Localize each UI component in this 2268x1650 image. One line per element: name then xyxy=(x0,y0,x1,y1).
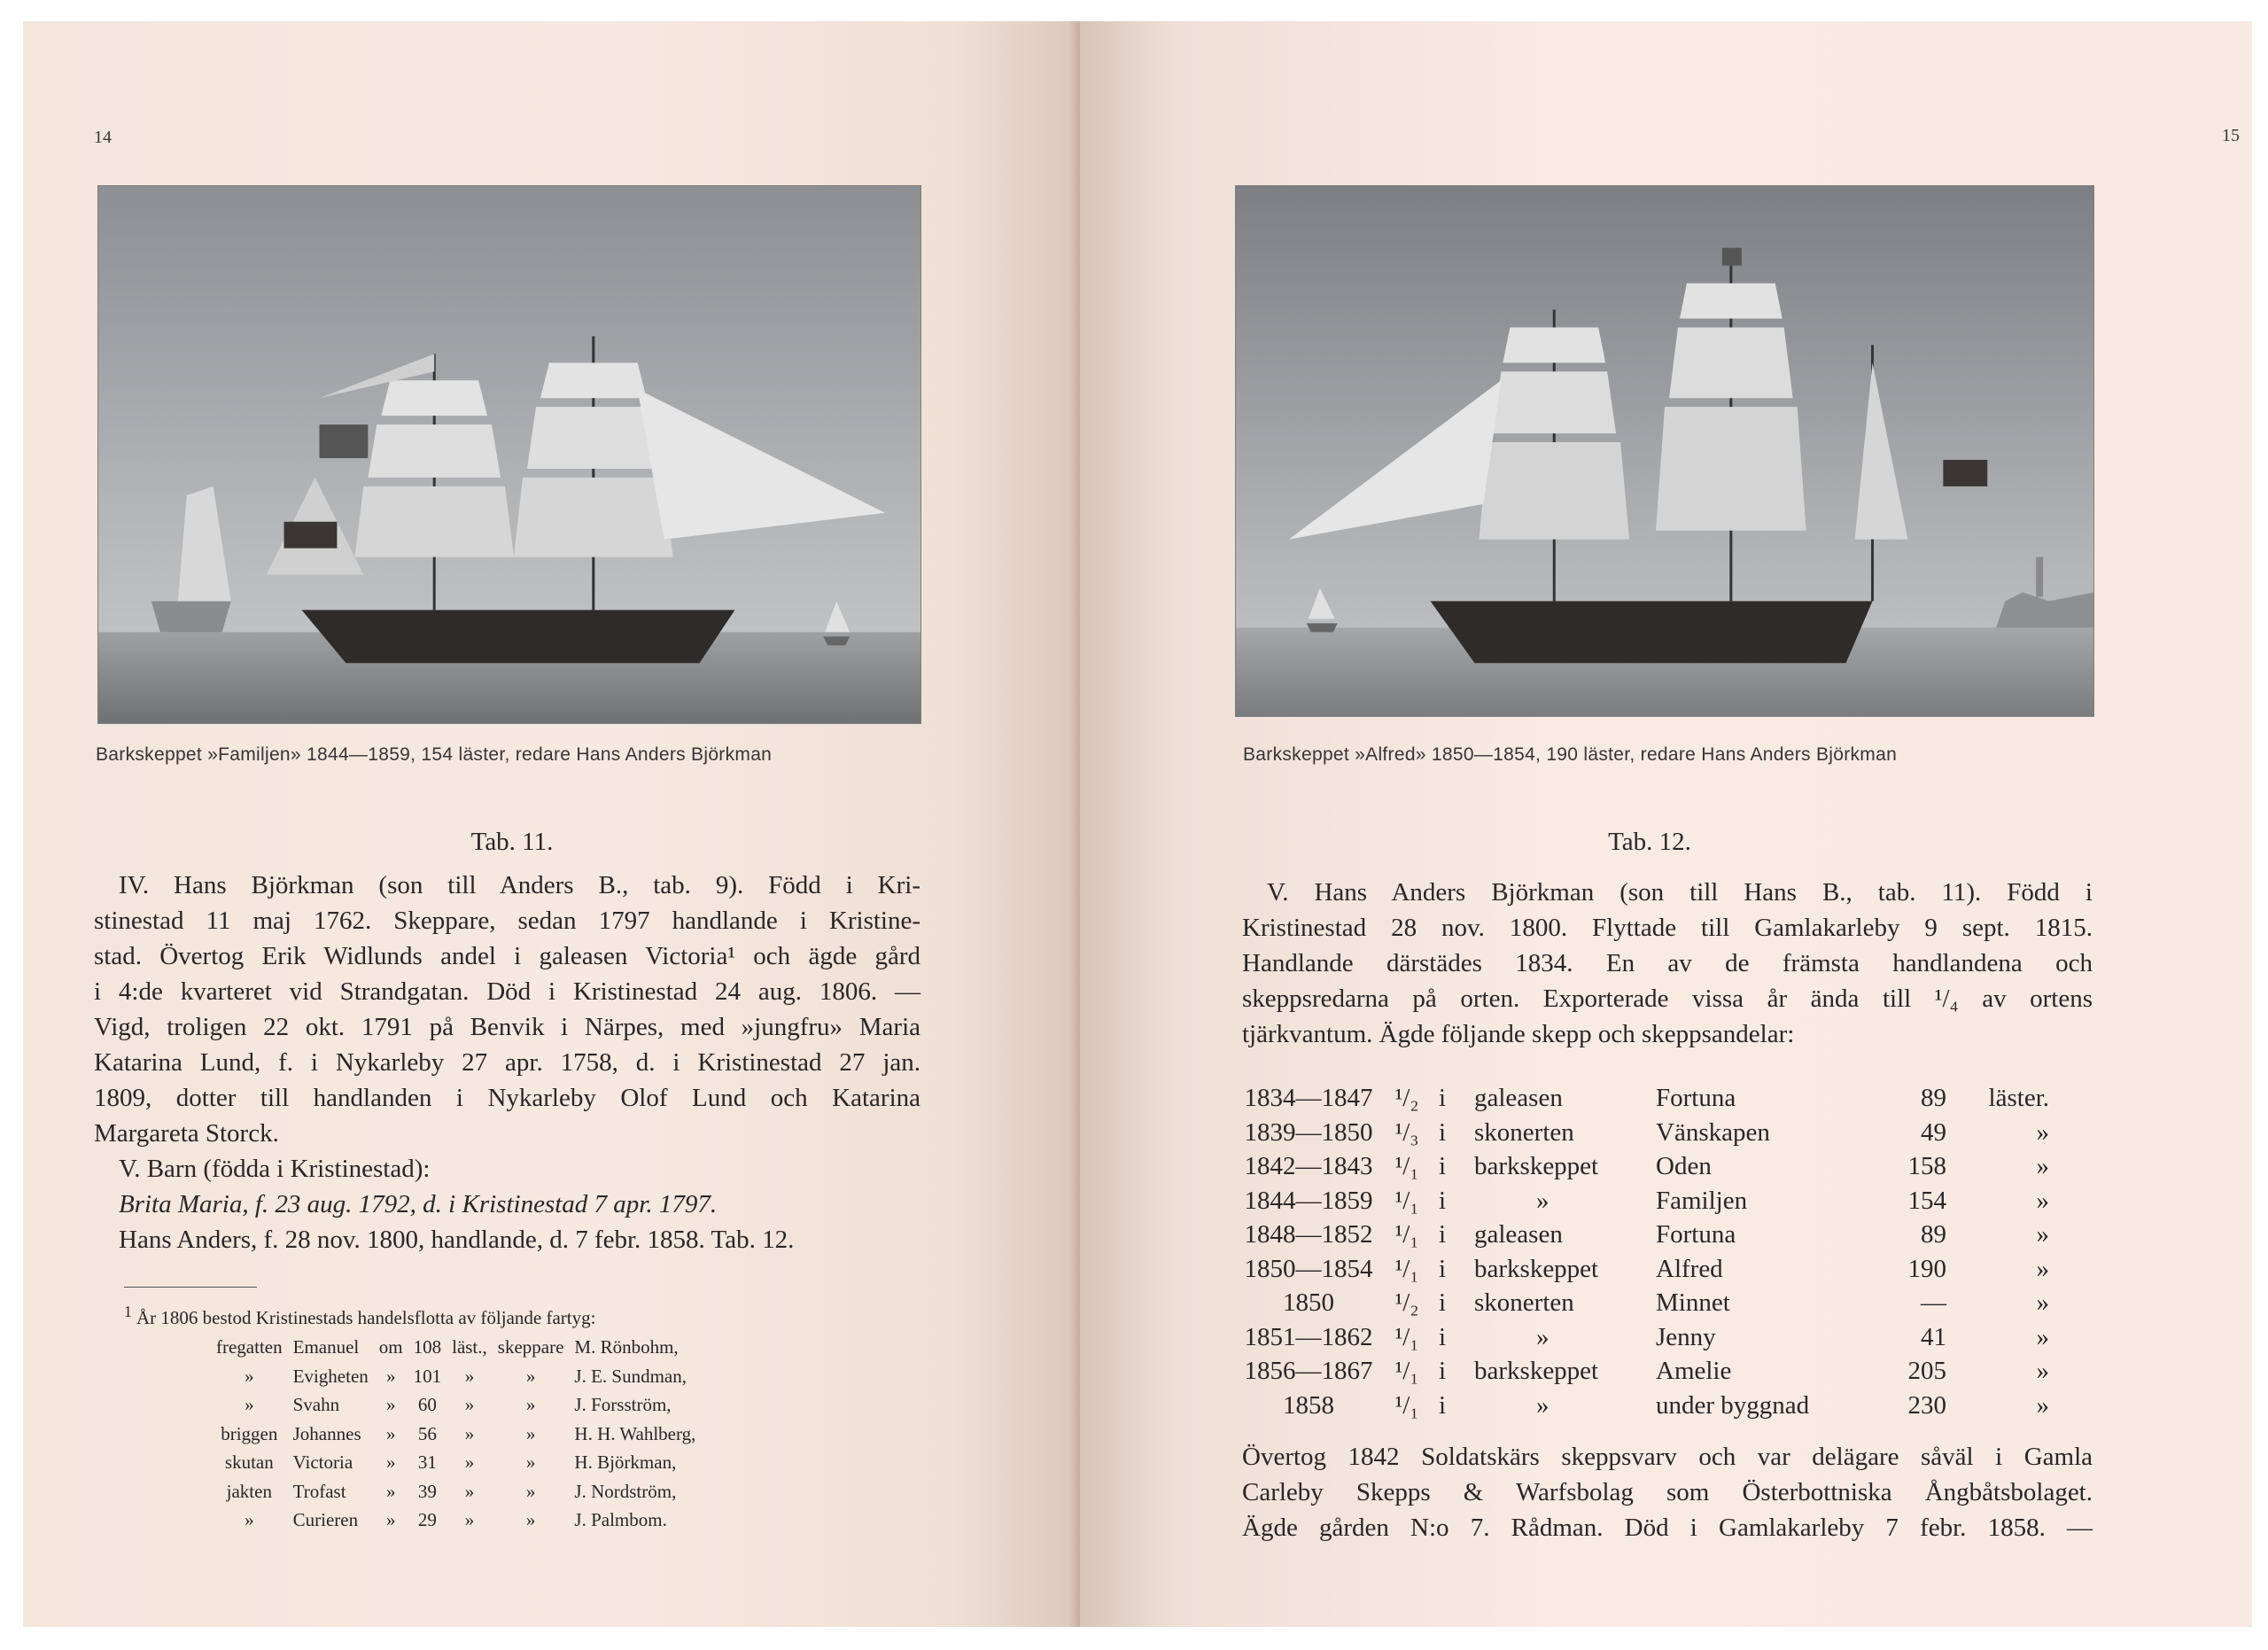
ship-cell-i: i xyxy=(1439,1186,1447,1215)
fleet-cell: om xyxy=(378,1336,403,1358)
fleet-cell: » xyxy=(245,1365,254,1387)
fleet-cell: Trofast xyxy=(292,1480,346,1502)
fleet-cell: M. Rönbohm, xyxy=(574,1336,679,1358)
ship-cell-kind: » xyxy=(1536,1322,1550,1351)
ship-cell-name: Jenny xyxy=(1656,1322,1716,1351)
ship-cell-name: Familjen xyxy=(1656,1186,1748,1215)
fleet-cell: 39 xyxy=(417,1480,437,1502)
ship-cell-name: Alfred xyxy=(1656,1254,1723,1283)
body-line: Brita Maria, f. 23 aug. 1792, d. i Kristinestad 7 apr. 1797. xyxy=(119,1190,718,1218)
ship-cell-kind: skonerten xyxy=(1474,1117,1574,1147)
fleet-cell: » xyxy=(245,1394,254,1415)
ship-cell-period: 1850 xyxy=(1283,1288,1334,1317)
ship-row xyxy=(1242,1116,2049,1150)
fleet-cell: läst., xyxy=(452,1336,487,1358)
ship-cell-frac: ¹/₃ xyxy=(1394,1117,1419,1147)
fleet-cell: J. Palmbom. xyxy=(574,1509,667,1530)
closing-line: Övertog 1842 Soldatskärs skeppsvarv och var delägare såväl i Gamla xyxy=(1242,1443,2093,1471)
fleet-cell: skutan xyxy=(224,1452,274,1473)
fleet-cell: H. H. Wahlberg, xyxy=(574,1422,696,1444)
fleet-cell: 56 xyxy=(417,1422,437,1444)
body-line: Kristinestad 28 nov. 1800. Flyttade till Gamlakarleby 9 sept. 1815. xyxy=(1242,914,2093,942)
ship-cell-num: 230 xyxy=(1907,1390,1946,1420)
ship-cell-kind: » xyxy=(1536,1390,1550,1420)
ship-row xyxy=(1242,1149,2049,1184)
body-line: V. Hans Anders Björkman (son till Hans B., tab. 11). Född i xyxy=(1267,878,2093,907)
ship-cell-unit: » xyxy=(2036,1220,2049,1249)
ship-cell-frac: ¹/₁ xyxy=(1394,1254,1419,1283)
fleet-cell: Curieren xyxy=(292,1509,359,1530)
ship-cell-period: 1851—1862 xyxy=(1244,1322,1373,1351)
fleet-cell: » xyxy=(525,1480,536,1502)
fleet-cell: Evigheten xyxy=(292,1365,369,1387)
ship-cell-name: Oden xyxy=(1656,1152,1712,1180)
ship-cell-period: 1839—1850 xyxy=(1244,1117,1373,1147)
ship-cell-kind: skonerten xyxy=(1474,1288,1574,1317)
ship-cell-i: i xyxy=(1439,1152,1447,1180)
body-line: Katarina Lund, f. i Nykarleby 27 apr. 1758, d. i Kristinestad 27 jan. xyxy=(94,1048,920,1077)
ship-cell-num: — xyxy=(1921,1288,1946,1317)
fleet-cell: » xyxy=(385,1394,396,1415)
fleet-cell: » xyxy=(464,1422,475,1444)
fleet-cell: » xyxy=(525,1394,536,1415)
ship-cell-frac: ¹/₂ xyxy=(1394,1288,1419,1317)
tab-heading: Tab. 12. xyxy=(1608,828,1691,856)
ship-row xyxy=(1242,1389,2049,1423)
ship-cell-name: Fortuna xyxy=(1656,1084,1736,1112)
ship-cell-frac: ¹/₁ xyxy=(1394,1152,1419,1180)
fleet-cell: Johannes xyxy=(292,1422,361,1444)
body-line: 1809, dotter till handlanden i Nykarleby Olof Lund och Katarina xyxy=(94,1084,920,1112)
ship-cell-unit: » xyxy=(2036,1117,2049,1147)
fleet-cell: 31 xyxy=(417,1452,437,1473)
fleet-cell: briggen xyxy=(221,1422,278,1444)
ship-cell-num: 190 xyxy=(1907,1254,1946,1283)
fleet-cell: » xyxy=(464,1480,475,1502)
ship-cell-unit: » xyxy=(2036,1357,2049,1385)
body-line: V. Barn (födda i Kristinestad): xyxy=(119,1155,431,1183)
ship-cell-name: Vänskapen xyxy=(1656,1117,1770,1147)
fleet-cell: » xyxy=(385,1422,396,1444)
fleet-row xyxy=(211,1362,701,1391)
ship-cell-period: 1858 xyxy=(1283,1390,1334,1420)
ship-cell-frac: ¹/₁ xyxy=(1394,1390,1419,1420)
ship-cell-frac: ¹/₁ xyxy=(1394,1186,1419,1215)
ship-cell-unit: » xyxy=(2036,1322,2049,1351)
fleet-cell: » xyxy=(245,1509,254,1530)
ship-cell-i: i xyxy=(1439,1288,1447,1317)
ship-cell-name: Minnet xyxy=(1656,1288,1730,1317)
ship-cell-num: 89 xyxy=(1921,1220,1946,1249)
ship-cell-period: 1842—1843 xyxy=(1244,1152,1373,1180)
fleet-cell: Svahn xyxy=(292,1394,340,1415)
fleet-row xyxy=(211,1506,701,1535)
ship-cell-num: 205 xyxy=(1907,1357,1946,1385)
page-number: 14 xyxy=(94,128,112,147)
ship-cell-period: 1844—1859 xyxy=(1244,1186,1373,1215)
ship-illustration-familjen xyxy=(97,185,921,724)
fleet-cell: J. E. Sundman, xyxy=(574,1365,687,1387)
fleet-cell: J. Forsström, xyxy=(574,1394,672,1415)
fleet-cell: J. Nordström, xyxy=(574,1480,677,1502)
fleet-cell: 101 xyxy=(413,1365,442,1387)
ship-cell-num: 49 xyxy=(1921,1117,1946,1147)
ship-row xyxy=(1242,1081,2049,1116)
fleet-cell: Victoria xyxy=(292,1452,353,1473)
left-page xyxy=(23,21,1080,1627)
body-line: IV. Hans Björkman (son till Anders B., tab. 9). Född i Kri- xyxy=(119,871,920,899)
body-line: i 4:de kvarteret vid Strandgatan. Död i Kristinestad 24 aug. 1806. — xyxy=(94,977,920,1006)
ship-cell-kind: galeasen xyxy=(1474,1084,1563,1112)
footnote-intro-text: År 1806 bestod Kristinestads handelsflotta av följande fartyg: xyxy=(136,1307,596,1328)
right-page xyxy=(1080,21,2252,1627)
page-number: 15 xyxy=(2222,126,2240,145)
ship-cell-unit: » xyxy=(2036,1390,2049,1420)
ship-cell-name: under byggnad xyxy=(1656,1390,1810,1420)
ship-row xyxy=(1242,1354,2049,1389)
ship-cell-kind: galeasen xyxy=(1474,1220,1563,1249)
ship-cell-unit: » xyxy=(2036,1186,2049,1215)
closing-line: Carleby Skepps & Warfsbolag som Österbottniska Ångbåtsbolaget. xyxy=(1242,1478,2093,1506)
body-line: Handlande därstädes 1834. En av de främsta handlandena och xyxy=(1242,949,2093,977)
body-line: skeppsredarna på orten. Exporterade vissa år ända till ¹/₄ av ortens xyxy=(1242,985,2093,1013)
illustration-caption: Barkskeppet »Familjen» 1844—1859, 154 läster, redare Hans Anders Björkman xyxy=(96,744,773,765)
fleet-cell: 60 xyxy=(417,1394,437,1415)
closing-line: Ägde gården N:o 7. Rådman. Död i Gamlakarleby 7 febr. 1858. — xyxy=(1242,1514,2093,1542)
fleet-cell: » xyxy=(464,1394,475,1415)
footnote-intro xyxy=(124,1297,595,1333)
body-line: stad. Övertog Erik Widlunds andel i galeasen Victoria¹ och ägde gård xyxy=(94,942,920,970)
tab-heading: Tab. 11. xyxy=(470,828,554,856)
fleet-row xyxy=(211,1333,701,1362)
fleet-cell: » xyxy=(464,1365,475,1387)
ship-cell-unit: » xyxy=(2036,1288,2049,1317)
ship-cell-kind: barkskeppet xyxy=(1474,1254,1599,1283)
fleet-cell: fregatten xyxy=(216,1336,283,1358)
fleet-cell: 108 xyxy=(413,1336,442,1358)
footnote xyxy=(124,1297,696,1530)
ship-cell-num: 154 xyxy=(1907,1186,1946,1215)
ship-row xyxy=(1242,1286,2049,1320)
body-line: tjärkvantum. Ägde följande skepp och skeppsandelar: xyxy=(1242,1020,1795,1048)
ship-cell-name: Fortuna xyxy=(1656,1220,1736,1249)
ship-cell-frac: ¹/₁ xyxy=(1394,1322,1419,1351)
ship-cell-kind: » xyxy=(1536,1186,1550,1215)
body-line: stinestad 11 maj 1762. Skeppare, sedan 1797 handlande i Kristine- xyxy=(94,907,920,935)
fleet-cell: H. Björkman, xyxy=(574,1452,677,1473)
ship-illustration-alfred xyxy=(1235,185,2094,717)
fleet-cell: » xyxy=(385,1452,396,1473)
ship-cell-num: 41 xyxy=(1921,1322,1946,1351)
ship-ownership-table xyxy=(1242,1081,2049,1422)
fleet-row xyxy=(211,1390,701,1420)
ship-cell-period: 1834—1847 xyxy=(1244,1084,1373,1112)
fleet-cell: » xyxy=(385,1365,396,1387)
body-line: Margareta Storck. xyxy=(94,1119,279,1148)
fleet-cell: jakten xyxy=(226,1480,272,1502)
fleet-row xyxy=(211,1477,701,1506)
ship-cell-i: i xyxy=(1439,1220,1447,1249)
open-book xyxy=(23,21,2252,1627)
ship-cell-i: i xyxy=(1439,1254,1447,1283)
fleet-cell: » xyxy=(385,1480,396,1502)
ship-cell-kind: barkskeppet xyxy=(1474,1152,1599,1180)
fleet-cell: » xyxy=(525,1365,536,1387)
ship-row xyxy=(1242,1252,2049,1287)
fleet-cell: » xyxy=(525,1509,536,1530)
ship-cell-period: 1856—1867 xyxy=(1244,1357,1373,1385)
ship-cell-name: Amelie xyxy=(1656,1357,1732,1385)
ship-cell-frac: ¹/₂ xyxy=(1394,1084,1419,1112)
ship-cell-frac: ¹/₁ xyxy=(1394,1357,1419,1385)
ship-cell-i: i xyxy=(1439,1322,1447,1351)
ship-cell-unit: » xyxy=(2036,1152,2049,1180)
footnote-marker: 1 xyxy=(124,1303,132,1320)
fleet-cell: 29 xyxy=(417,1509,437,1530)
ship-row xyxy=(1242,1184,2049,1218)
fleet-row xyxy=(211,1448,701,1477)
body-text xyxy=(1242,875,2093,1052)
footnote-rule xyxy=(124,1287,257,1288)
fleet-cell: Emanuel xyxy=(292,1336,360,1358)
fleet-cell: skeppare xyxy=(497,1336,564,1358)
ship-row xyxy=(1242,1218,2049,1252)
ship-cell-unit: » xyxy=(2036,1254,2049,1283)
body-line: Vigd, troligen 22 okt. 1791 på Benvik i Närpes, med »jungfru» Maria xyxy=(94,1013,920,1041)
closing-text xyxy=(1242,1439,2093,1545)
ship-cell-kind: barkskeppet xyxy=(1474,1357,1599,1385)
ship-cell-num: 89 xyxy=(1921,1084,1946,1112)
fleet-cell: » xyxy=(525,1422,536,1444)
ship-cell-frac: ¹/₁ xyxy=(1394,1220,1419,1249)
illustration-caption: Barkskeppet »Alfred» 1850—1854, 190 läster, redare Hans Anders Björkman xyxy=(1243,744,1898,765)
fleet-row xyxy=(211,1420,701,1449)
ship-cell-period: 1848—1852 xyxy=(1244,1220,1373,1249)
ship-cell-unit: läster. xyxy=(1988,1084,2049,1112)
ship-row xyxy=(1242,1320,2049,1355)
ship-cell-i: i xyxy=(1439,1390,1447,1420)
ship-cell-i: i xyxy=(1439,1357,1447,1385)
fleet-table xyxy=(211,1333,701,1535)
fleet-cell: » xyxy=(464,1452,475,1473)
ship-cell-num: 158 xyxy=(1907,1152,1946,1180)
fleet-cell: » xyxy=(464,1509,475,1530)
ship-cell-i: i xyxy=(1439,1084,1447,1112)
ship-cell-i: i xyxy=(1439,1117,1447,1147)
ship-cell-period: 1850—1854 xyxy=(1244,1254,1373,1283)
body-line: Hans Anders, f. 28 nov. 1800, handlande, d. 7 febr. 1858. Tab. 12. xyxy=(119,1226,795,1254)
fleet-cell: » xyxy=(385,1509,396,1530)
fleet-cell: » xyxy=(525,1452,536,1473)
body-text xyxy=(94,868,920,1257)
